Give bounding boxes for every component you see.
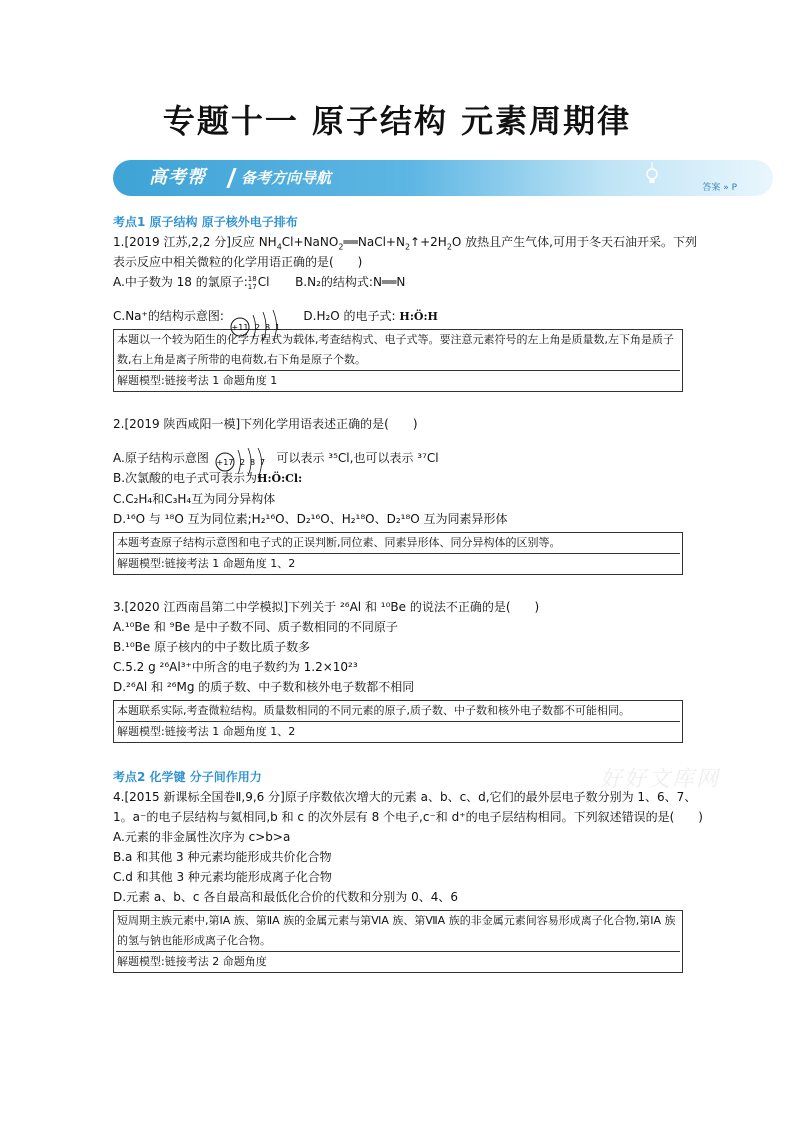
svg-text:1: 1	[274, 323, 280, 332]
svg-text:7: 7	[259, 458, 265, 467]
q3-model: 解题模型:链接考法 1 命题角度 1、2	[117, 725, 296, 738]
q3-option-d: D.²⁶Al 和 ²⁶Mg 的质子数、中子数和核外电子数都不相同	[113, 680, 415, 694]
q2-option-b: B.次氯酸的电子式可表示为H:Ö:Cl:	[113, 471, 303, 485]
q2-option-c: C.C₂H₄和C₃H₄互为同分异构体	[113, 492, 276, 506]
q1-model: 解题模型:链接考法 1 命题角度 1	[117, 374, 278, 387]
q3-option-c: C.5.2 g ²⁶Al³⁺中所含的电子数约为 1.2×10²³	[113, 660, 358, 674]
banner-subtitle: 备考方向导航	[241, 169, 332, 187]
q2-stem: 2.[2019 陕西咸阳一模]下列化学用语表述正确的是( )	[113, 417, 418, 431]
q2-model: 解题模型:链接考法 1 命题角度 1、2	[117, 557, 296, 570]
svg-text:2: 2	[254, 323, 260, 332]
q4-note: 短周期主族元素中,第ⅠA 族、第ⅡA 族的金属元素与第ⅥA 族、第ⅦA 族的非金属元素间容易形成离子化合物,第ⅠA 族的氢与钠也能形成离子化合物。	[116, 911, 680, 952]
watermark: 好好文库网	[600, 767, 721, 792]
hclo-electron-formula: H:Ö:Cl:	[257, 472, 303, 485]
lightbulb-icon	[645, 162, 659, 186]
q3-note: 本题联系实际,考查微粒结构。质量数相同的不同元素的原子,质子数、中子数和核外电子数都不可能相同。	[116, 701, 680, 722]
q2-option-d: D.¹⁶O 与 ¹⁸O 互为同位素;H₂¹⁶O、D₂¹⁶O、H₂¹⁸O、D₂¹⁸O 互为同素异形体	[113, 512, 508, 526]
section-banner	[113, 160, 773, 196]
svg-text:8: 8	[249, 458, 255, 467]
svg-text:+11: +11	[231, 323, 249, 332]
q4-model: 解题模型:链接考法 2 命题角度	[117, 955, 267, 968]
q4-stem-line2: 1。a⁻的电子层结构与氦相同,b 和 c 的次外层有 8 个电子,c⁻和 d⁺的电子层结构相同。下列叙述错误的是( )	[113, 810, 703, 824]
q3-option-a: A.¹⁰Be 和 ⁹Be 是中子数不同、质子数相同的不同原子	[113, 620, 398, 634]
q1-options-cd: C.Na⁺的结构示意图: +11 2 8 1 D.H₂O 的电子式: H:Ö:H	[113, 292, 683, 326]
h2o-electron-formula: H:Ö:H	[399, 310, 438, 323]
q4-option-a: A.元素的非金属性次序为 c>b>a	[113, 830, 291, 844]
q3-option-b: B.¹⁰Be 原子核内的中子数比质子数多	[113, 640, 311, 654]
exam-content	[113, 210, 703, 975]
q1-analysis-box	[113, 329, 683, 392]
q1-stem-line2: 表示反应中相关微粒的化学用语正确的是( )	[113, 255, 363, 269]
q4-stem-line1: 4.[2015 新课标全国卷Ⅱ,9,6 分]原子序数依次增大的元素 a、b、c、d,它们的最外层电子数分别为 1、6、7、	[113, 790, 697, 804]
q4-option-c: C.d 和其他 3 种元素均能形成离子化合物	[113, 870, 332, 884]
svg-text:8: 8	[264, 323, 270, 332]
q4-option-d: D.元素 a、b、c 各自最高和最低化合价的代数和分别为 0、4、6	[113, 890, 458, 904]
banner-separator	[226, 168, 236, 188]
banner-tag: 高考帮	[149, 167, 206, 188]
svg-text:2: 2	[239, 458, 245, 467]
section-heading-1: 考点1 原子结构 原子核外电子排布	[113, 215, 298, 229]
q1-note: 本题以一个较为陌生的化学方程式为载体,考查结构式、电子式等。要注意元素符号的左上角是质量数,左下角是质子数,右上角是离子所带的电荷数,右下角是原子个数。	[116, 330, 680, 371]
q1-stem: 1.[2019 江苏,2,2 分]反应 $NH_4Cl+NaNO_2══NaCl+N_2↑+2H_2O$ 放热且产生气体,可用于冬天石油开采。下列	[113, 235, 697, 252]
q4-option-b: B.a 和其他 3 种元素均能形成共价化合物	[113, 850, 332, 864]
svg-text:+17: +17	[216, 458, 234, 467]
q2-note: 本题考查原子结构示意图和电子式的正误判断,同位素、同素异形体、同分异构体的区别等。	[116, 533, 680, 554]
section-heading-2: 考点2 化学键 分子间作用力	[113, 770, 262, 784]
q3-stem: 3.[2020 江西南昌第二中学模拟]下列关于 ²⁶Al 和 ¹⁰Be 的说法不正确的是( )	[113, 600, 540, 614]
q1-options-ab: A.中子数为 18 的氯原子: 18 17 Cl B.N₂的结构式:N══N	[113, 274, 406, 291]
page-title: 专题十一 原子结构 元素周期律	[162, 102, 632, 140]
q4-analysis-box	[113, 910, 683, 973]
banner-answer-ref: 答案 » P	[702, 183, 737, 193]
q2-analysis-box	[113, 532, 683, 575]
q3-analysis-box	[113, 700, 683, 743]
q2-option-a: A.原子结构示意图 +17 2 8 7 可以表示 ³⁵Cl,也可以表示 ³⁷Cl	[113, 434, 683, 468]
